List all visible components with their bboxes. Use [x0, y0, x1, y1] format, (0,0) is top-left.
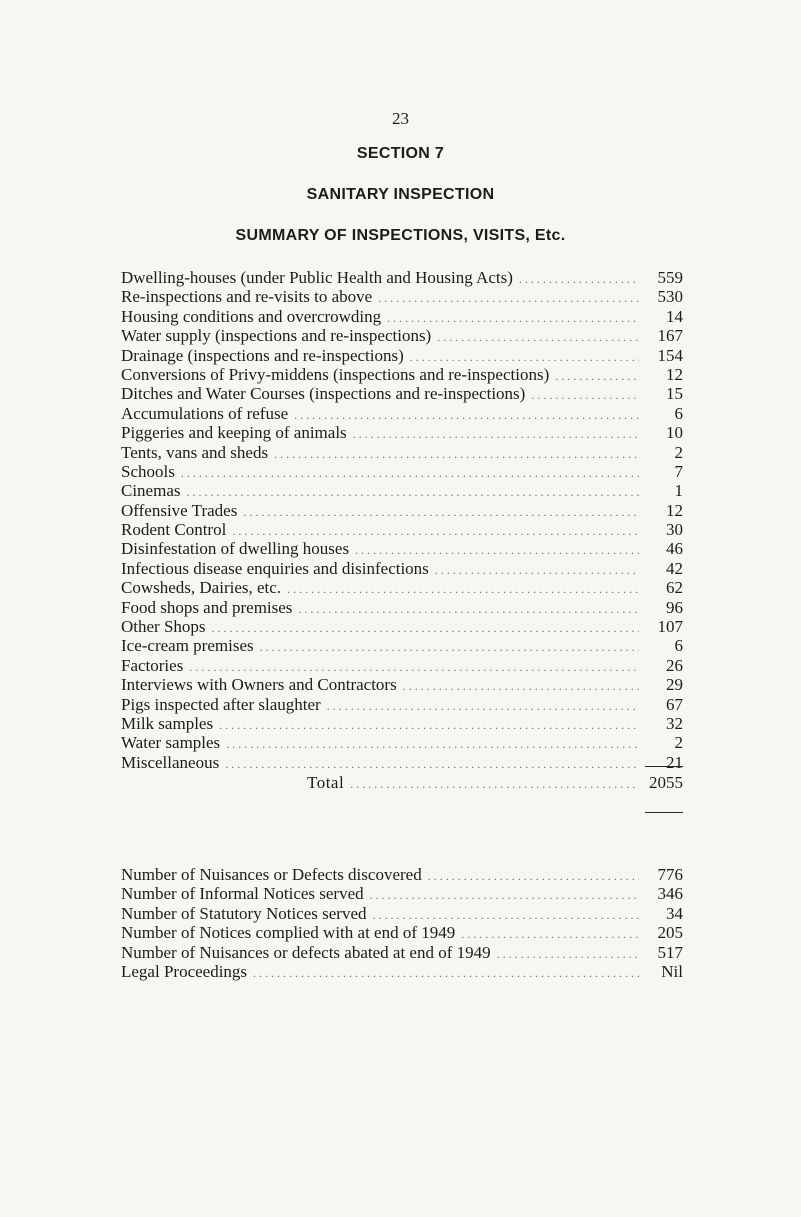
inspection-row	[121, 404, 683, 423]
inspection-value: 26	[666, 655, 683, 675]
total-rule-top	[645, 766, 683, 767]
inspection-value: 12	[666, 500, 683, 520]
nuisance-row	[121, 943, 683, 962]
dot-leader	[213, 716, 639, 735]
inspection-row	[121, 326, 683, 345]
inspection-row	[121, 501, 683, 520]
inspection-value: 6	[674, 636, 683, 656]
nuisance-label: Number of Statutory Notices served	[121, 903, 367, 923]
inspection-label: Milk samples	[121, 713, 214, 733]
inspections-list	[121, 268, 683, 772]
dot-leader	[281, 580, 639, 599]
inspection-row	[121, 598, 683, 617]
inspection-row	[121, 287, 683, 306]
inspection-row	[121, 695, 683, 714]
nuisance-row	[121, 904, 683, 923]
inspection-label: Cinemas	[121, 481, 181, 501]
inspection-value: 67	[666, 694, 683, 714]
inspection-row	[121, 559, 683, 578]
total-block	[121, 773, 683, 794]
inspection-label: Offensive Trades	[121, 500, 238, 520]
inspection-label: Cowsheds, Dairies, etc.	[121, 578, 282, 598]
inspection-row	[121, 307, 683, 326]
inspection-row	[121, 539, 683, 558]
total-rule-bottom	[645, 812, 683, 813]
inspection-label: Other Shops	[121, 617, 206, 637]
inspection-row	[121, 346, 683, 365]
nuisance-value: 517	[657, 942, 683, 962]
inspection-label: Re-inspections and re-visits to above	[121, 287, 373, 307]
dot-leader	[175, 464, 639, 483]
inspection-value: 21	[666, 752, 683, 772]
inspection-value: 32	[666, 713, 683, 733]
dot-leader	[397, 677, 639, 696]
nuisance-value: 776	[657, 865, 683, 884]
inspection-row	[121, 520, 683, 539]
total-value: 2055	[649, 773, 683, 792]
dot-leader	[181, 483, 640, 502]
inspection-value: 96	[666, 597, 683, 617]
dot-leader	[372, 289, 639, 308]
dot-leader	[429, 561, 639, 580]
inspection-row	[121, 268, 683, 287]
inspection-value: 107	[657, 617, 683, 637]
nuisance-row	[121, 962, 683, 981]
inspection-label: Food shops and premises	[121, 597, 293, 617]
inspection-label: Drainage (inspections and re-inspections)	[121, 345, 404, 365]
dot-leader	[344, 774, 639, 794]
inspection-label: Housing conditions and overcrowding	[121, 306, 382, 326]
inspection-label: Schools	[121, 461, 175, 481]
inspection-label: Tents, vans and sheds	[121, 442, 269, 462]
dot-leader	[347, 425, 639, 444]
nuisance-value: 346	[657, 884, 683, 904]
page-number: 23	[392, 109, 409, 128]
dot-leader	[220, 735, 639, 754]
inspection-label: Water supply (inspections and re-inspections)	[121, 326, 432, 346]
inspection-row	[121, 753, 683, 772]
inspection-value: 46	[666, 539, 683, 559]
inspection-label: Miscellaneous	[121, 752, 220, 772]
inspection-value: 12	[666, 364, 683, 384]
inspection-value: 15	[666, 384, 683, 404]
nuisance-row	[121, 923, 683, 942]
dot-leader	[247, 964, 639, 983]
inspection-label: Piggeries and keeping of animals	[121, 423, 347, 443]
inspection-label: Water samples	[121, 733, 221, 753]
inspection-label: Pigs inspected after slaughter	[121, 694, 321, 714]
nuisance-label: Number of Nuisances or Defects discovered	[121, 865, 422, 884]
inspection-value: 2	[674, 442, 683, 462]
inspection-value: 10	[666, 423, 683, 443]
dot-leader	[525, 386, 639, 405]
inspection-row	[121, 578, 683, 597]
nuisances-list	[121, 865, 683, 981]
dot-leader	[268, 445, 639, 464]
inspection-label: Infectious disease enquiries and disinfections	[121, 558, 429, 578]
inspection-row	[121, 365, 683, 384]
inspection-value: 530	[657, 287, 683, 307]
section-subtitle: SANITARY INSPECTION	[306, 186, 495, 203]
inspection-row	[121, 384, 683, 403]
nuisance-value: 205	[657, 923, 683, 943]
inspection-label: Accumulations of refuse	[121, 403, 289, 423]
nuisance-row	[121, 884, 683, 903]
dot-leader	[292, 600, 639, 619]
dot-leader	[422, 867, 639, 886]
dot-leader	[513, 270, 639, 289]
inspection-value: 6	[674, 403, 683, 423]
inspection-label: Ice-cream premises	[121, 636, 254, 656]
total-row	[121, 773, 683, 794]
nuisance-label: Number of Informal Notices served	[121, 884, 364, 904]
dot-leader	[431, 328, 639, 347]
inspection-row	[121, 462, 683, 481]
inspection-value: 42	[666, 558, 683, 578]
inspection-row	[121, 481, 683, 500]
inspection-value: 1	[674, 481, 683, 501]
inspection-label: Rodent Control	[121, 520, 227, 540]
inspection-row	[121, 423, 683, 442]
section-title: SECTION 7	[356, 145, 445, 162]
inspection-row	[121, 443, 683, 462]
inspection-label: Disinfestation of dwelling houses	[121, 539, 350, 559]
nuisance-value: Nil	[661, 961, 683, 981]
inspection-label: Conversions of Privy-middens (inspections and re-inspections)	[121, 364, 550, 384]
inspection-value: 30	[666, 520, 683, 540]
dot-leader	[254, 638, 639, 657]
dot-leader	[321, 697, 639, 716]
inspection-row	[121, 714, 683, 733]
inspection-value: 62	[666, 578, 683, 598]
inspection-value: 14	[666, 306, 683, 326]
inspection-value: 29	[666, 675, 683, 695]
inspection-row	[121, 617, 683, 636]
dot-leader	[206, 619, 639, 638]
summary-heading: SUMMARY OF INSPECTIONS, VISITS, Etc.	[235, 227, 566, 244]
nuisance-value: 34	[666, 903, 683, 923]
nuisance-row	[121, 865, 683, 884]
dot-leader	[237, 503, 639, 522]
inspection-value: 167	[657, 326, 683, 346]
inspection-row	[121, 656, 683, 675]
dot-leader	[364, 886, 639, 905]
total-label: Total	[307, 773, 345, 792]
inspection-label: Factories	[121, 655, 184, 675]
inspection-label: Interviews with Owners and Contractors	[121, 675, 397, 695]
inspection-value: 2	[674, 733, 683, 753]
dot-leader	[219, 755, 639, 774]
inspection-label: Ditches and Water Courses (inspections and re-inspections)	[121, 384, 526, 404]
inspection-value: 154	[657, 345, 683, 365]
dot-leader	[549, 367, 639, 386]
inspection-value: 7	[674, 461, 683, 481]
nuisance-label: Legal Proceedings	[121, 961, 248, 981]
dot-leader	[491, 945, 639, 964]
nuisance-label: Number of Notices complied with at end of 1949	[121, 923, 456, 943]
inspection-label: Dwelling-houses (under Public Health and Housing Acts)	[121, 268, 513, 287]
inspection-value: 559	[657, 268, 683, 287]
inspection-row	[121, 636, 683, 655]
inspection-row	[121, 675, 683, 694]
nuisance-label: Number of Nuisances or defects abated at end of 1949	[121, 942, 491, 962]
inspection-row	[121, 733, 683, 752]
